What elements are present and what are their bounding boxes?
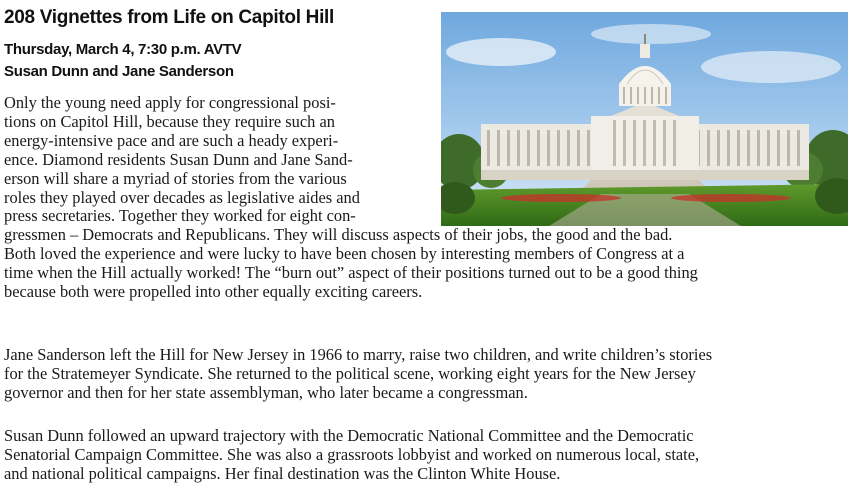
text-line: ence. Diamond residents Susan Dunn and Jane Sand-	[4, 149, 353, 169]
paragraph-susan-dunn	[4, 427, 846, 484]
text-line: Jane Sanderson left the Hill for New Jersey in 1966 to marry, raise two children, and write children’s stories	[4, 345, 713, 364]
article-title: 208 Vignettes from Life on Capitol Hill	[4, 7, 335, 28]
paragraph-intro	[4, 94, 846, 302]
event-date-time: Thursday, March 4, 7:30 p.m. AVTV	[4, 41, 242, 58]
text-line: and national political campaigns. Her final destination was the Clinton White House.	[4, 463, 561, 483]
text-line: for the Stratemeyer Syndicate. She returned to the political scene, working eight years for the New Jersey	[4, 363, 696, 383]
text-line: Only the young need apply for congressional posi-	[4, 93, 336, 112]
text-line: energy-intensive pace and are such a heady experi-	[4, 130, 339, 150]
text-line: Susan Dunn followed an upward trajectory with the Democratic National Committee and the Democratic	[4, 426, 694, 445]
event-presenters: Susan Dunn and Jane Sanderson	[4, 63, 234, 80]
text-line: governor and then for her state assemblyman, who later became a congressman.	[4, 382, 528, 402]
paragraph-jane-sanderson	[4, 346, 846, 403]
text-line: Both loved the experience and were lucky to have been chosen by interesting members of Congress at a	[4, 244, 685, 264]
text-line: time when the Hill actually worked! The “burn out” aspect of their positions turned out to be a good thing	[4, 263, 698, 283]
text-line: tions on Capitol Hill, because they require such an	[4, 111, 335, 131]
text-line: gressmen – Democrats and Republicans. They will discuss aspects of their jobs, the good and the bad.	[4, 225, 673, 245]
text-line: roles they played over decades as legislative aides and	[4, 187, 360, 207]
event-meta	[4, 39, 241, 83]
text-line: because both were propelled into other equally exciting careers.	[4, 282, 423, 302]
text-line: Senatorial Campaign Committee. She was also a grassroots lobbyist and worked on numerous local, state,	[4, 444, 700, 464]
text-line: press secretaries. Together they worked for eight con-	[4, 206, 356, 226]
text-line: erson will share a myriad of stories from the various	[4, 168, 347, 188]
